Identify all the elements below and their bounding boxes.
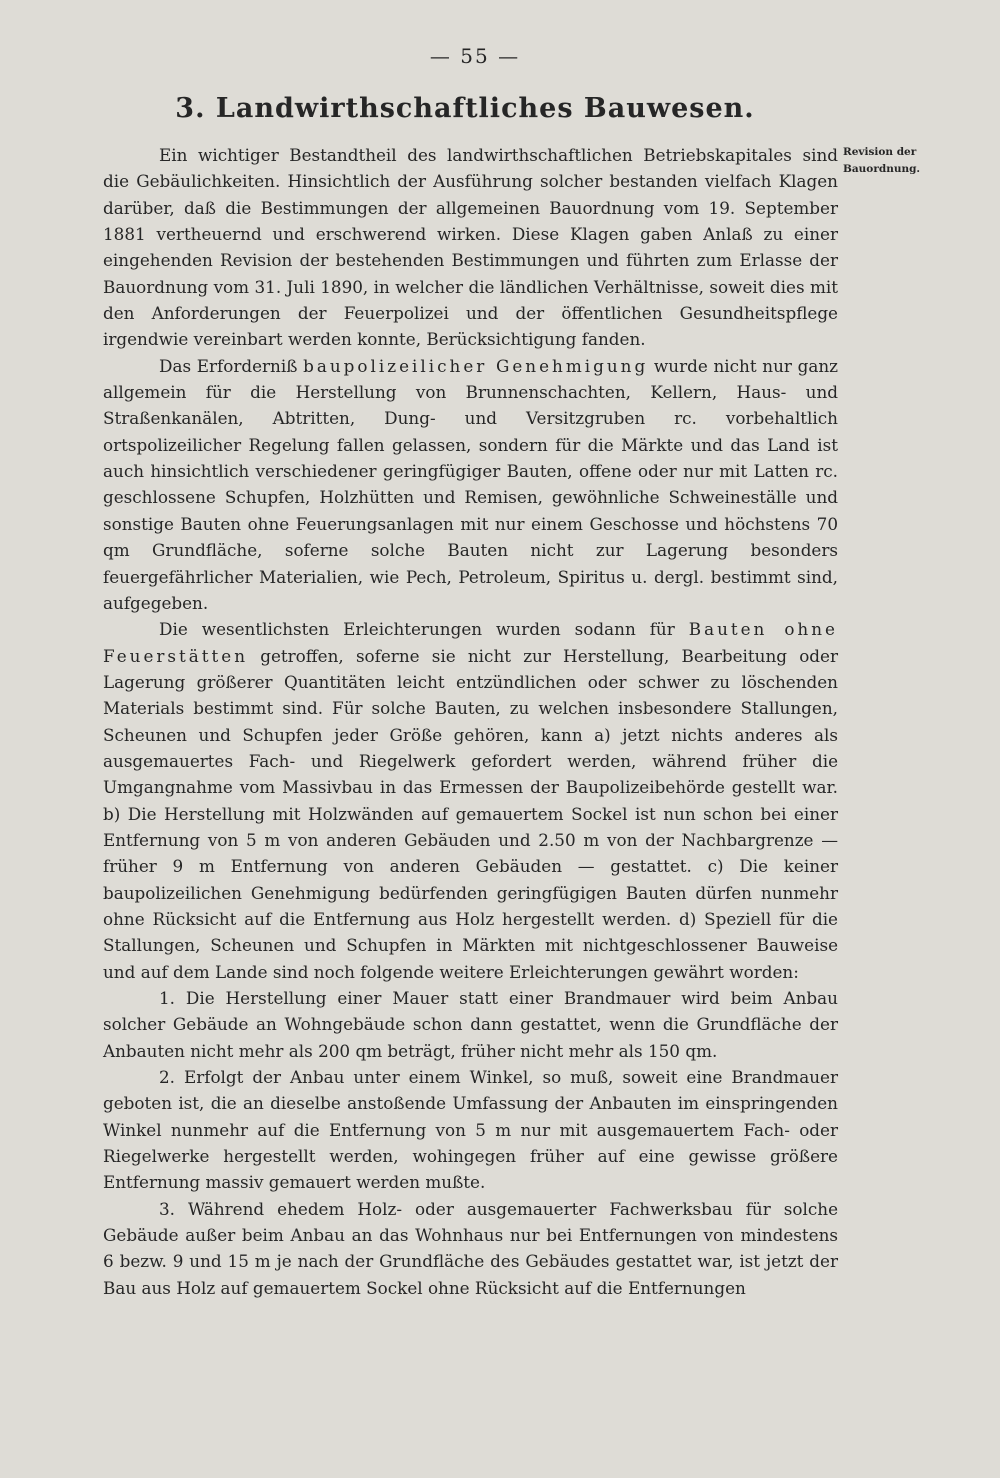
paragraph — [103, 985, 838, 1064]
text-segment: Ein wichtiger Bestandtheil des landwirthschaftlichen Betriebskapitales sind die Gebäulichkeiten. Hinsichtlich der Ausführung solcher bestanden vielfach Klagen darüber, daß die Bestimmungen der allgemeinen Bauordnung vom 19. September 1881 vertheuernd und erschwerend wirken. Diese Klagen gaben Anlaß zu einer eingehenden Revision der bestehenden Bestimmungen und führten zum Erlasse der Bauordnung vom 31. Juli 1890, in welcher die ländlichen Verhältnisse, soweit dies mit den Anforderungen der Feuerpolizei und der öffentlichen Gesundheitspflege irgendwie vereinbart werden konnte, Berücksichtigung fanden. — [103, 145, 838, 350]
section-title: 3. Landwirthschaftliches Bauwesen. — [175, 93, 755, 124]
text-segment: Das Erforderniß — [159, 355, 304, 376]
margin-note-line: Bauordnung. — [843, 163, 921, 175]
text-segment: 2. Erfolgt der Anbau unter einem Winkel, so muß, soweit eine Brandmauer geboten ist, die an dieselbe anstoßende Umfassung der Anbauten im einspringenden Winkel nunmehr auf die Entfernung von 5 m nur mit ausgemauertem Fach- oder Riegelwerke hergestellt werden, wohingegen früher auf eine gewisse größere Entfernung massiv gemauert werden mußte. — [103, 1067, 838, 1193]
page-number: — 55 — — [429, 44, 521, 68]
text-segment: Die wesentlichsten Erleichterungen wurden sodann für — [159, 619, 689, 640]
spaced-emphasis: Bauten ohne Feuerstätten — [103, 619, 838, 666]
paragraph — [103, 1064, 838, 1196]
margin-note-line: Revision der — [843, 146, 917, 158]
paragraph — [103, 353, 838, 616]
margin-note — [843, 144, 953, 178]
paragraph — [103, 1196, 838, 1301]
text-segment: getroffen, soferne sie nicht zur Herstellung, Bearbeitung oder Lagerung größerer Quantitäten leicht entzündlichen oder schwer zu löschenden Materials bestimmt sind. Für solche Bauten, zu welchen insbesondere Stallungen, Scheunen und Schupfen jeder Größe gehören, kann a) jetzt nichts anderes als ausgemauertes Fach- und Riegelwerk gefordert werden, während früher die Umgangnahme vom Massivbau in das Ermessen der Baupolizeibehörde gestellt war. b) Die Herstellung mit Holzwänden auf gemauertem Sockel ist nun schon bei einer Entfernung von 5 m von anderen Gebäuden und 2.50 m von der Nachbargrenze — früher 9 m Entfernung von anderen Gebäuden — gestattet. c) Die keiner baupolizeilichen Genehmigung bedürfenden geringfügigen Bauten dürfen nunmehr ohne Rücksicht auf die Entfernung aus Holz hergestellt werden. d) Speziell für die Stallungen, Scheunen und Schupfen in Märkten mit nichtgeschlossener Bauweise und auf dem Lande sind noch folgende weitere Erleichterungen gewährt worden: — [103, 645, 838, 982]
text-segment: 1. Die Herstellung einer Mauer statt einer Brandmauer wird beim Anbau solcher Gebäude an Wohngebäude schon dann gestattet, wenn die Grundfläche der Anbauten nicht mehr als 200 qm beträgt, früher nicht mehr als 150 qm. — [103, 988, 838, 1061]
paragraph — [103, 616, 838, 985]
text-segment: 3. Während ehedem Holz- oder ausgemauerter Fachwerksbau für solche Gebäude außer beim Anbau an das Wohnhaus nur bei Entfernungen von mindestens 6 bezw. 9 und 15 m je nach der Grundfläche des Gebäudes gestattet war, ist jetzt der Bau aus Holz auf gemauertem Sockel ohne Rücksicht auf die Entfernungen — [103, 1198, 838, 1298]
paragraph — [103, 142, 838, 353]
body-text — [103, 142, 838, 1301]
spaced-emphasis: baupolizeilicher Genehmigung — [303, 355, 649, 376]
text-segment: wurde nicht nur ganz allgemein für die Herstellung von Brunnenschachten, Kellern, Haus- und Straßenkanälen, Abtritten, Dung- und Versitzgruben rc. vorbehaltlich ortspolizeilicher Regelung fallen gelassen, sondern für die Märkte und das Land ist auch hinsichtlich verschiedener geringfügiger Bauten, offene oder nur mit Latten rc. geschlossene Schupfen, Holzhütten und Remisen, gewöhnliche Schweineställe und sonstige Bauten ohne Feuerungsanlagen mit nur einem Geschosse und höchstens 70 qm Grundfläche, soferne solche Bauten nicht zur Lagerung besonders feuergefährlicher Materialien, wie Pech, Petroleum, Spiritus u. dergl. bestimmt sind, aufgegeben. — [103, 355, 838, 613]
